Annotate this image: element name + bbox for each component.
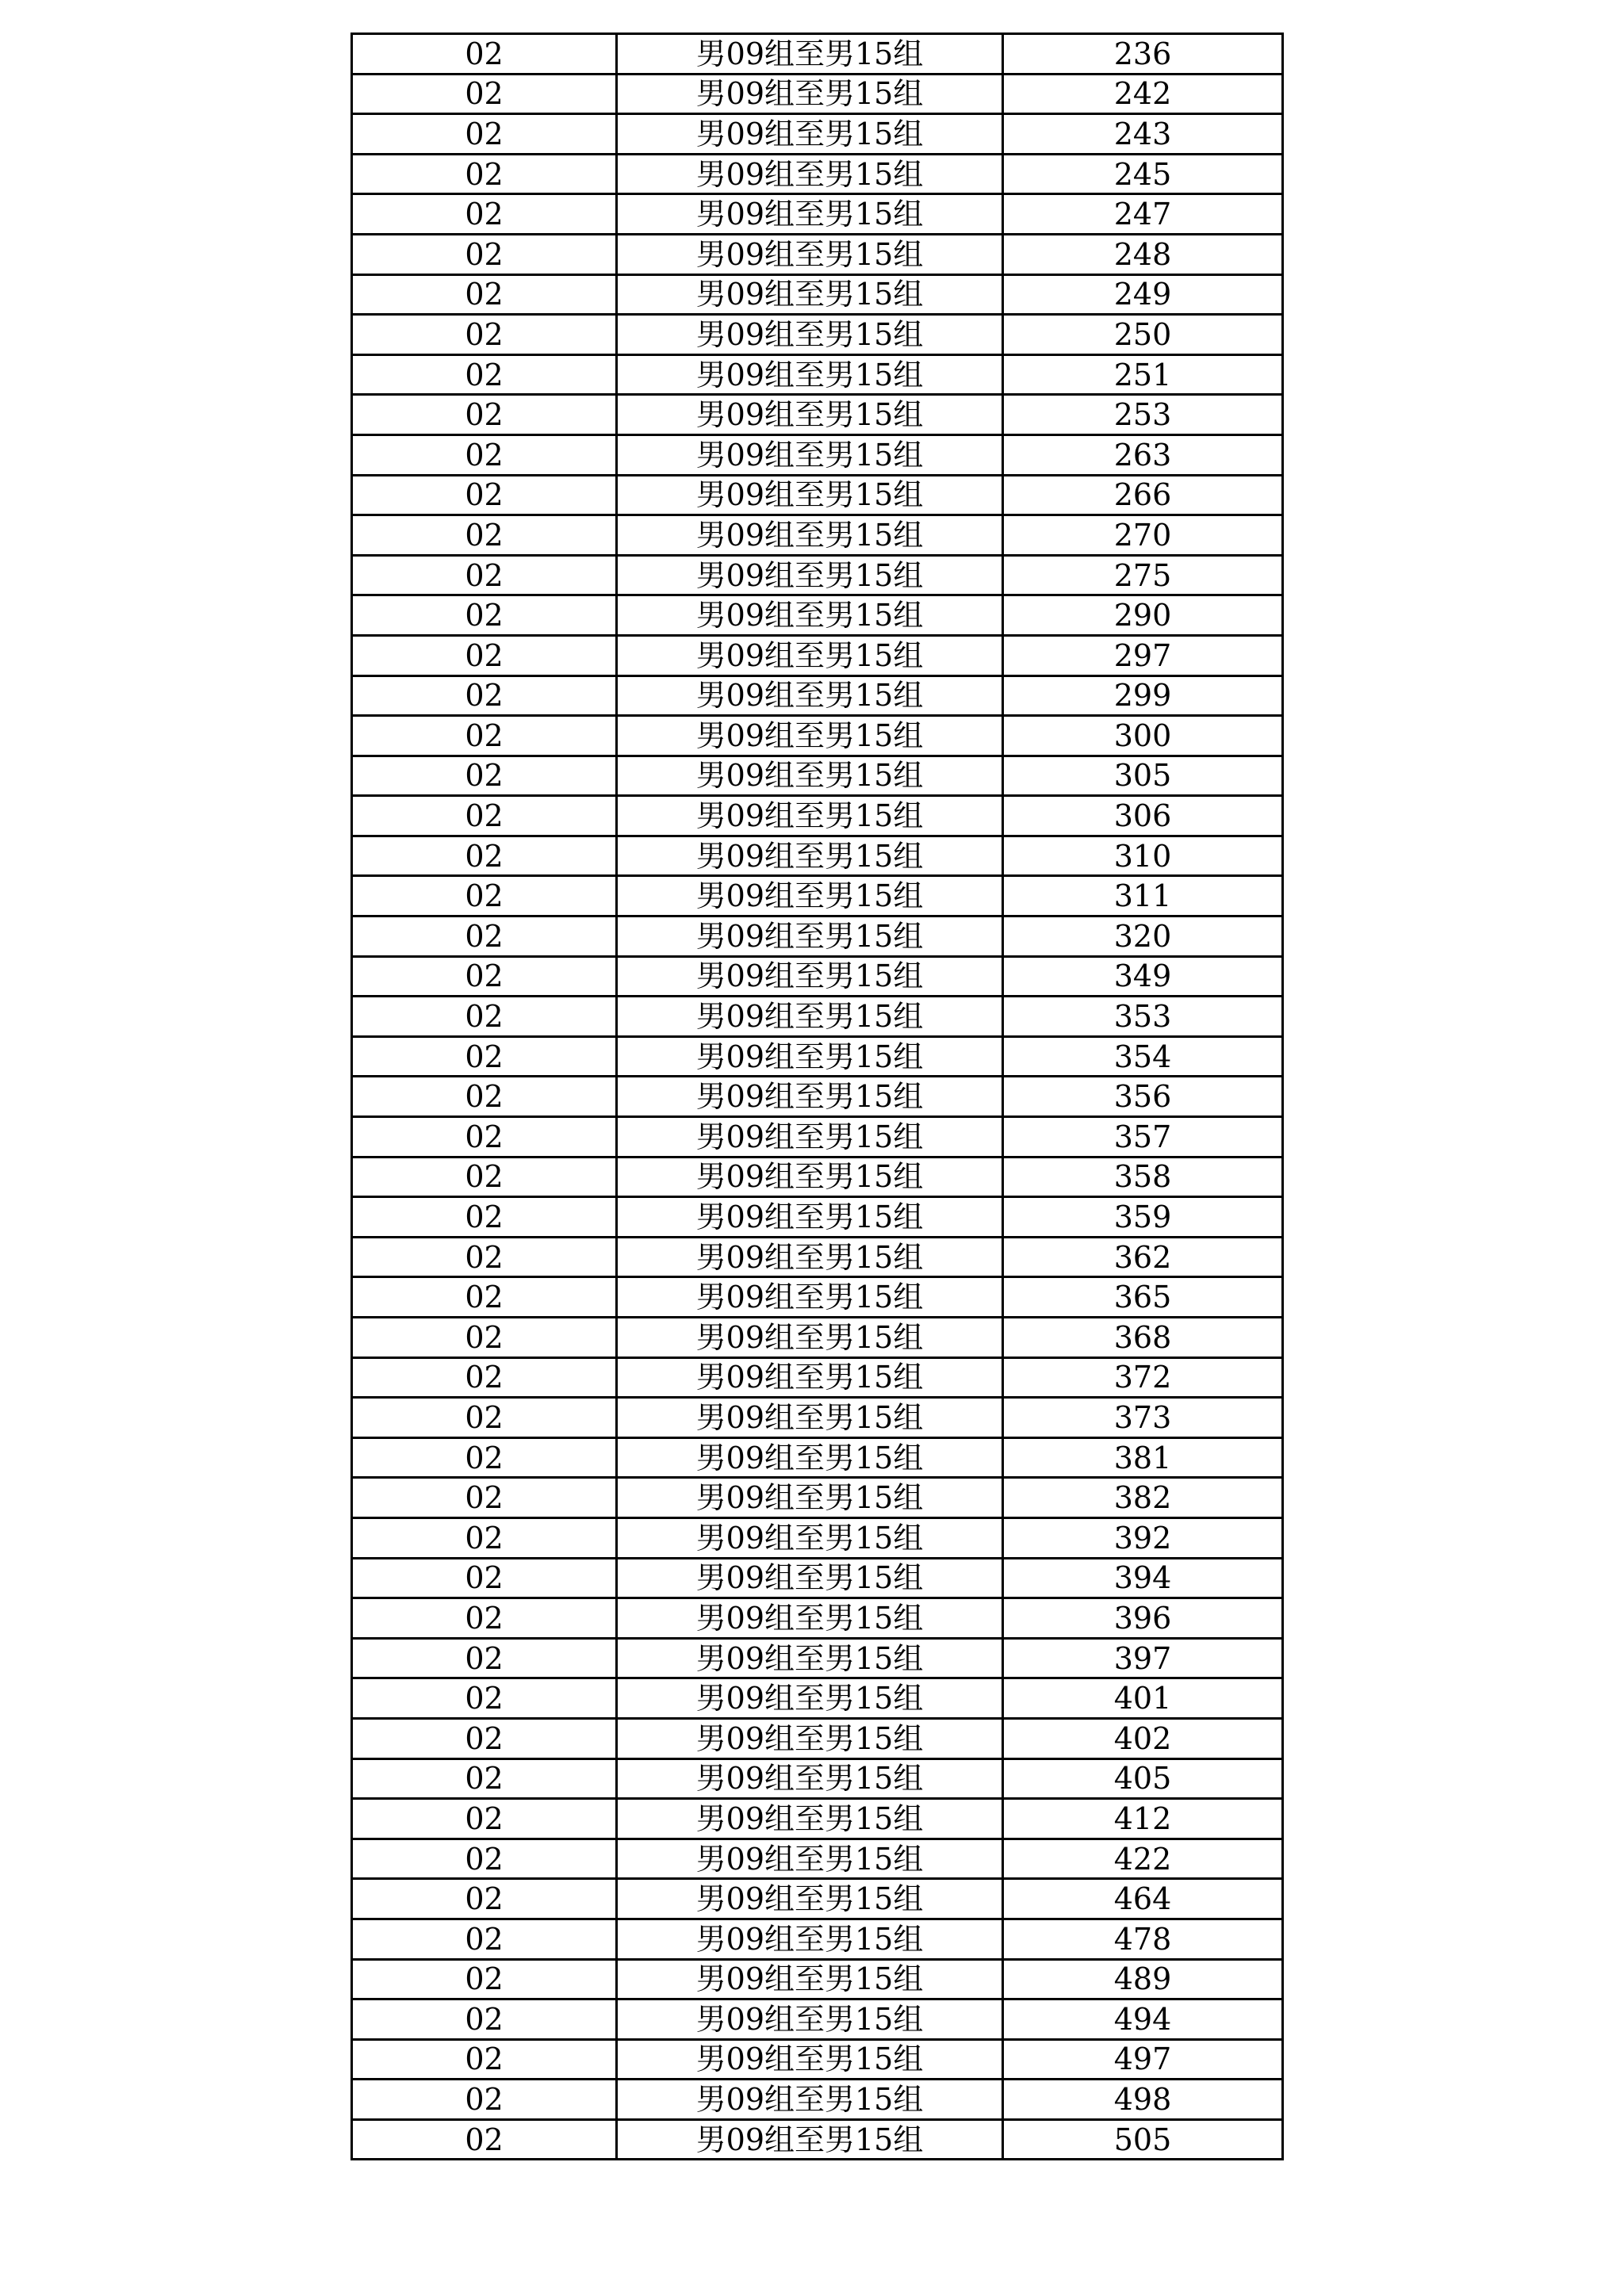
group-cell: 男09组至男15组 — [617, 635, 1003, 675]
group-cell: 男09组至男15组 — [617, 515, 1003, 556]
code-cell: 02 — [352, 1999, 617, 2040]
table-row — [352, 1919, 1283, 1959]
table-row — [352, 956, 1283, 997]
number-cell: 392 — [1003, 1517, 1283, 1558]
table-row — [352, 114, 1283, 155]
number-cell: 250 — [1003, 315, 1283, 355]
group-cell: 男09组至男15组 — [617, 1277, 1003, 1318]
group-cell: 男09组至男15组 — [617, 555, 1003, 595]
group-cell: 男09组至男15组 — [617, 395, 1003, 435]
number-cell: 245 — [1003, 154, 1283, 194]
group-cell: 男09组至男15组 — [617, 836, 1003, 876]
code-cell: 02 — [352, 1598, 617, 1639]
code-cell: 02 — [352, 1398, 617, 1438]
table-row — [352, 475, 1283, 515]
table-body — [352, 34, 1283, 2160]
number-cell: 275 — [1003, 555, 1283, 595]
number-cell: 358 — [1003, 1157, 1283, 1197]
table-row — [352, 1077, 1283, 1117]
group-cell: 男09组至男15组 — [617, 1357, 1003, 1398]
number-cell: 266 — [1003, 475, 1283, 515]
code-cell: 02 — [352, 274, 617, 315]
number-cell: 478 — [1003, 1919, 1283, 1959]
group-cell: 男09组至男15组 — [617, 34, 1003, 75]
number-cell: 362 — [1003, 1237, 1283, 1277]
code-cell: 02 — [352, 1478, 617, 1518]
group-cell: 男09组至男15组 — [617, 1799, 1003, 1839]
code-cell: 02 — [352, 395, 617, 435]
number-cell: 353 — [1003, 997, 1283, 1037]
number-cell: 251 — [1003, 354, 1283, 395]
number-cell: 290 — [1003, 595, 1283, 636]
group-cell: 男09组至男15组 — [617, 756, 1003, 796]
number-cell: 382 — [1003, 1478, 1283, 1518]
number-cell: 253 — [1003, 395, 1283, 435]
table-row — [352, 1558, 1283, 1598]
number-cell: 494 — [1003, 1999, 1283, 2040]
code-cell: 02 — [352, 475, 617, 515]
number-cell: 422 — [1003, 1839, 1283, 1879]
number-cell: 310 — [1003, 836, 1283, 876]
number-cell: 349 — [1003, 956, 1283, 997]
code-cell: 02 — [352, 1879, 617, 1919]
table-row — [352, 1839, 1283, 1879]
number-cell: 263 — [1003, 434, 1283, 475]
code-cell: 02 — [352, 1678, 617, 1719]
code-cell: 02 — [352, 876, 617, 916]
code-cell: 02 — [352, 756, 617, 796]
data-table — [350, 33, 1284, 2160]
group-cell: 男09组至男15组 — [617, 1839, 1003, 1879]
group-cell: 男09组至男15组 — [617, 1517, 1003, 1558]
table-row — [352, 635, 1283, 675]
group-cell: 男09组至男15组 — [617, 1598, 1003, 1639]
table-row — [352, 997, 1283, 1037]
number-cell: 357 — [1003, 1117, 1283, 1158]
group-cell: 男09组至男15组 — [617, 1919, 1003, 1959]
code-cell: 02 — [352, 154, 617, 194]
group-cell: 男09组至男15组 — [617, 997, 1003, 1037]
table-row — [352, 1318, 1283, 1358]
group-cell: 男09组至男15组 — [617, 1157, 1003, 1197]
group-cell: 男09组至男15组 — [617, 354, 1003, 395]
number-cell: 320 — [1003, 916, 1283, 957]
code-cell: 02 — [352, 354, 617, 395]
table-row — [352, 434, 1283, 475]
group-cell: 男09组至男15组 — [617, 2080, 1003, 2120]
table-row — [352, 1638, 1283, 1678]
code-cell: 02 — [352, 234, 617, 274]
number-cell: 405 — [1003, 1758, 1283, 1799]
group-cell: 男09组至男15组 — [617, 274, 1003, 315]
code-cell: 02 — [352, 635, 617, 675]
table-row — [352, 354, 1283, 395]
group-cell: 男09组至男15组 — [617, 434, 1003, 475]
table-row — [352, 716, 1283, 756]
code-cell: 02 — [352, 1437, 617, 1478]
table-row — [352, 34, 1283, 75]
code-cell: 02 — [352, 675, 617, 716]
group-cell: 男09组至男15组 — [617, 1398, 1003, 1438]
table-row — [352, 1478, 1283, 1518]
code-cell: 02 — [352, 1718, 617, 1758]
table-row — [352, 1197, 1283, 1238]
number-cell: 402 — [1003, 1718, 1283, 1758]
table-row — [352, 1036, 1283, 1077]
group-cell: 男09组至男15组 — [617, 234, 1003, 274]
code-cell: 02 — [352, 956, 617, 997]
number-cell: 247 — [1003, 194, 1283, 235]
number-cell: 305 — [1003, 756, 1283, 796]
group-cell: 男09组至男15组 — [617, 74, 1003, 114]
code-cell: 02 — [352, 515, 617, 556]
number-cell: 365 — [1003, 1277, 1283, 1318]
code-cell: 02 — [352, 1197, 617, 1238]
table-row — [352, 234, 1283, 274]
code-cell: 02 — [352, 1277, 617, 1318]
group-cell: 男09组至男15组 — [617, 315, 1003, 355]
table-row — [352, 154, 1283, 194]
group-cell: 男09组至男15组 — [617, 1959, 1003, 1999]
number-cell: 306 — [1003, 796, 1283, 836]
number-cell: 354 — [1003, 1036, 1283, 1077]
number-cell: 396 — [1003, 1598, 1283, 1639]
group-cell: 男09组至男15组 — [617, 916, 1003, 957]
group-cell: 男09组至男15组 — [617, 1077, 1003, 1117]
group-cell: 男09组至男15组 — [617, 716, 1003, 756]
group-cell: 男09组至男15组 — [617, 675, 1003, 716]
code-cell: 02 — [352, 114, 617, 155]
table-row — [352, 1277, 1283, 1318]
group-cell: 男09组至男15组 — [617, 475, 1003, 515]
code-cell: 02 — [352, 1959, 617, 1999]
table-row — [352, 395, 1283, 435]
table-row — [352, 1718, 1283, 1758]
number-cell: 242 — [1003, 74, 1283, 114]
number-cell: 248 — [1003, 234, 1283, 274]
number-cell: 368 — [1003, 1318, 1283, 1358]
table-row — [352, 836, 1283, 876]
table-row — [352, 1398, 1283, 1438]
table-row — [352, 876, 1283, 916]
group-cell: 男09组至男15组 — [617, 1117, 1003, 1158]
number-cell: 397 — [1003, 1638, 1283, 1678]
code-cell: 02 — [352, 1839, 617, 1879]
group-cell: 男09组至男15组 — [617, 2119, 1003, 2160]
number-cell: 299 — [1003, 675, 1283, 716]
table-row — [352, 1237, 1283, 1277]
group-cell: 男09组至男15组 — [617, 114, 1003, 155]
code-cell: 02 — [352, 34, 617, 75]
code-cell: 02 — [352, 2080, 617, 2120]
code-cell: 02 — [352, 796, 617, 836]
number-cell: 498 — [1003, 2080, 1283, 2120]
number-cell: 464 — [1003, 1879, 1283, 1919]
group-cell: 男09组至男15组 — [617, 1638, 1003, 1678]
code-cell: 02 — [352, 434, 617, 475]
table-row — [352, 1678, 1283, 1719]
code-cell: 02 — [352, 74, 617, 114]
code-cell: 02 — [352, 595, 617, 636]
code-cell: 02 — [352, 1036, 617, 1077]
table-row — [352, 2039, 1283, 2080]
group-cell: 男09组至男15组 — [617, 1318, 1003, 1358]
code-cell: 02 — [352, 2119, 617, 2160]
code-cell: 02 — [352, 555, 617, 595]
number-cell: 249 — [1003, 274, 1283, 315]
table-row — [352, 756, 1283, 796]
table-row — [352, 1437, 1283, 1478]
number-cell: 412 — [1003, 1799, 1283, 1839]
group-cell: 男09组至男15组 — [617, 1478, 1003, 1518]
number-cell: 372 — [1003, 1357, 1283, 1398]
group-cell: 男09组至男15组 — [617, 1237, 1003, 1277]
group-cell: 男09组至男15组 — [617, 1197, 1003, 1238]
code-cell: 02 — [352, 1799, 617, 1839]
group-cell: 男09组至男15组 — [617, 194, 1003, 235]
code-cell: 02 — [352, 1077, 617, 1117]
code-cell: 02 — [352, 1517, 617, 1558]
table-row — [352, 74, 1283, 114]
group-cell: 男09组至男15组 — [617, 1758, 1003, 1799]
code-cell: 02 — [352, 194, 617, 235]
group-cell: 男09组至男15组 — [617, 956, 1003, 997]
number-cell: 311 — [1003, 876, 1283, 916]
group-cell: 男09组至男15组 — [617, 2039, 1003, 2080]
group-cell: 男09组至男15组 — [617, 1879, 1003, 1919]
table-row — [352, 796, 1283, 836]
group-cell: 男09组至男15组 — [617, 796, 1003, 836]
group-cell: 男09组至男15组 — [617, 1558, 1003, 1598]
number-cell: 381 — [1003, 1437, 1283, 1478]
code-cell: 02 — [352, 1157, 617, 1197]
table-row — [352, 2080, 1283, 2120]
number-cell: 359 — [1003, 1197, 1283, 1238]
code-cell: 02 — [352, 836, 617, 876]
number-cell: 489 — [1003, 1959, 1283, 1999]
table-row — [352, 194, 1283, 235]
number-cell: 300 — [1003, 716, 1283, 756]
table-row — [352, 1117, 1283, 1158]
table-row — [352, 1357, 1283, 1398]
code-cell: 02 — [352, 1919, 617, 1959]
group-cell: 男09组至男15组 — [617, 1036, 1003, 1077]
table-row — [352, 1157, 1283, 1197]
table-row — [352, 555, 1283, 595]
code-cell: 02 — [352, 1357, 617, 1398]
number-cell: 505 — [1003, 2119, 1283, 2160]
table-row — [352, 2119, 1283, 2160]
table-row — [352, 1517, 1283, 1558]
code-cell: 02 — [352, 716, 617, 756]
group-cell: 男09组至男15组 — [617, 154, 1003, 194]
number-cell: 297 — [1003, 635, 1283, 675]
number-cell: 356 — [1003, 1077, 1283, 1117]
table-row — [352, 1598, 1283, 1639]
number-cell: 270 — [1003, 515, 1283, 556]
table-row — [352, 1758, 1283, 1799]
code-cell: 02 — [352, 1558, 617, 1598]
table-row — [352, 1959, 1283, 1999]
group-cell: 男09组至男15组 — [617, 876, 1003, 916]
number-cell: 394 — [1003, 1558, 1283, 1598]
table-row — [352, 315, 1283, 355]
group-cell: 男09组至男15组 — [617, 1678, 1003, 1719]
code-cell: 02 — [352, 1117, 617, 1158]
table-row — [352, 675, 1283, 716]
code-cell: 02 — [352, 315, 617, 355]
number-cell: 401 — [1003, 1678, 1283, 1719]
group-cell: 男09组至男15组 — [617, 1718, 1003, 1758]
code-cell: 02 — [352, 916, 617, 957]
number-cell: 373 — [1003, 1398, 1283, 1438]
number-cell: 497 — [1003, 2039, 1283, 2080]
table-row — [352, 1879, 1283, 1919]
table-row — [352, 515, 1283, 556]
group-cell: 男09组至男15组 — [617, 1437, 1003, 1478]
number-cell: 243 — [1003, 114, 1283, 155]
table-row — [352, 595, 1283, 636]
table-row — [352, 1999, 1283, 2040]
table-row — [352, 1799, 1283, 1839]
code-cell: 02 — [352, 1237, 617, 1277]
code-cell: 02 — [352, 2039, 617, 2080]
table-row — [352, 274, 1283, 315]
table-row — [352, 916, 1283, 957]
code-cell: 02 — [352, 997, 617, 1037]
code-cell: 02 — [352, 1318, 617, 1358]
group-cell: 男09组至男15组 — [617, 1999, 1003, 2040]
group-cell: 男09组至男15组 — [617, 595, 1003, 636]
code-cell: 02 — [352, 1638, 617, 1678]
code-cell: 02 — [352, 1758, 617, 1799]
number-cell: 236 — [1003, 34, 1283, 75]
